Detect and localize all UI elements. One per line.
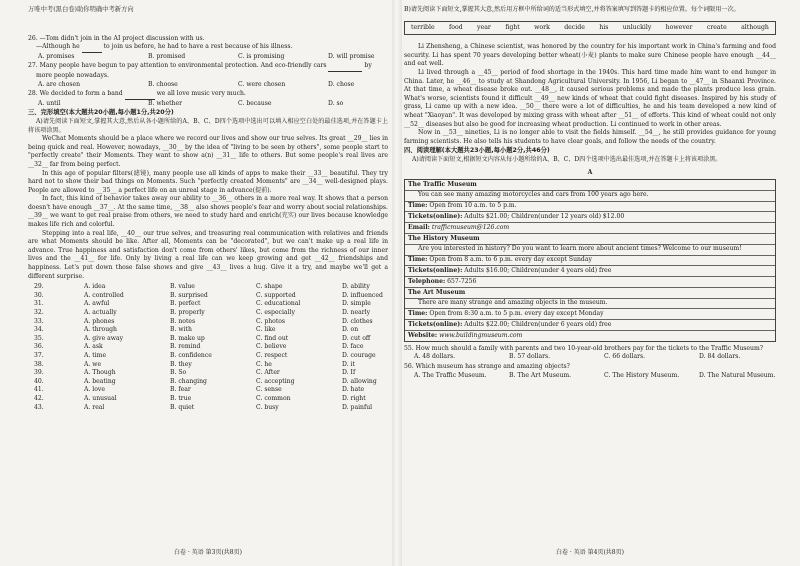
section-heading: 三、完形填空(本大题共20小题,每小题1分,共20分) [28, 109, 174, 117]
option: D. 84 dollars. [699, 353, 741, 361]
option: A. promises [38, 52, 75, 60]
part-a-label: A [587, 168, 593, 176]
option: D. right [342, 394, 366, 402]
option: B. they [170, 360, 192, 368]
museum-table [404, 179, 776, 342]
value: Open from 8 a.m. to 6 p.m. every day except Sunday [429, 256, 592, 264]
option: B. remind [170, 343, 201, 351]
option: A. The Traffic Museum. [414, 371, 487, 379]
option: C. sense [256, 386, 282, 394]
cloze-option-row [28, 395, 388, 404]
option: D. ability [342, 283, 370, 291]
value: Open from 8:30 a.m. to 5 p.m. every day except Monday [429, 310, 604, 318]
q-num: 36. [34, 343, 44, 351]
option: A. real [84, 403, 105, 411]
label: Time: [408, 256, 428, 264]
word-bank-item: decide [564, 23, 585, 31]
option: A. phones [84, 317, 115, 325]
option: C. especially [256, 309, 295, 316]
q-num: 37. [34, 351, 44, 359]
option: B. perfect [170, 300, 201, 308]
word-bank-item: unluckily [622, 23, 652, 31]
option: D. If [342, 369, 356, 377]
option: A. love [84, 386, 105, 394]
cloze-option-row [28, 300, 388, 309]
q-num: 34. [34, 326, 44, 334]
q-num: 30. [34, 291, 44, 299]
q-num: 31. [34, 300, 44, 308]
option: D. courage [342, 351, 376, 359]
option: A. beating [84, 377, 116, 385]
cloze-option-row [28, 343, 388, 352]
option: C. is promising [238, 52, 285, 60]
value: Adults $22.00; Children(under 6 years old) free [464, 320, 612, 328]
section-instructions: A)请先阅读下面短文,掌握其大意,然后从各小题所给的A、B、C、D四个选项中选出可以填入相应空白处的最佳选项,并在答题卡上将该项涂黑。 [28, 117, 388, 134]
option: C. he [256, 360, 272, 368]
cloze-option-row [28, 292, 388, 301]
option: B. whether [148, 99, 182, 107]
value: trafficmuseum@126.com [431, 223, 510, 231]
option: A. give away [84, 334, 124, 342]
option: B. So [170, 369, 187, 377]
passage-b-paragraph-2: Li lived through a __45__ period of food shortage in the 1940s. This hard time made him want to end hunger in China. Later, he __46__ to study at Shandong Agricultural University. In 1956, Li began to __47__ in Shaanxi Province. At that time, a wheat disease broke out. __48__, it caused serious problems and made the plants produce less grain. What's worse, scientists found it difficult __49__ new kinds of wheat that could fight diseases. Inspired by his study of grass, Li came up with a new idea. __50__ there were a lot of difficulties, he and his team developed a new kind of wheat "Xiaoyan". It was developed by mixing grass with wheat after __51__ of efforts. This kind of wheat could not only __52__ diseases but also be good for increasing wheat production. Li continued to work in other areas. [404, 68, 776, 128]
question-55 [404, 345, 776, 362]
option: C. respect [256, 351, 288, 359]
cloze-option-row [28, 352, 388, 361]
q-num: 41. [34, 386, 44, 394]
museum-tickets [405, 212, 775, 223]
option: A. Though [84, 369, 116, 377]
museum-contact [405, 223, 775, 234]
option: C. After [256, 369, 280, 377]
q-text: Which museum has strange and amazing objects? [415, 363, 570, 370]
question-56 [404, 363, 776, 380]
option: D. on [342, 326, 359, 334]
option: C. accepting [256, 377, 295, 385]
option: A. through [84, 326, 117, 334]
option: C. photos [256, 317, 286, 325]
museum-description: There are many strange and amazing objects in the museum. [405, 299, 775, 310]
word-bank-item: create [706, 23, 727, 31]
option: B. confidence [170, 351, 212, 359]
option: C. like [256, 326, 276, 334]
option: D. clothes [342, 317, 373, 325]
option: B. promised [148, 52, 186, 60]
q-text: to join us before, he had to have a rest because of his illness. [103, 43, 293, 51]
page-footer: 白卷 · 英语 第4页(共8页) [556, 549, 624, 557]
option: A. are chosen [38, 80, 81, 88]
cloze-option-row [28, 369, 388, 378]
option: D. chose [328, 80, 355, 88]
option: C. 66 dollars. [604, 353, 646, 361]
q-text: We decided to form a band [39, 90, 123, 98]
option: C. shape [256, 283, 283, 291]
q-text: we all love music very much. [156, 90, 246, 98]
option: B. choose [148, 80, 178, 88]
museum-tickets [405, 320, 775, 331]
option: D. allowing [342, 377, 377, 385]
word-bank-item: work [534, 23, 550, 31]
q-num: 32. [34, 309, 44, 316]
option: B. true [170, 394, 192, 402]
passage-b-paragraph-3: Now in __53__ nineties, Li is no longer able to visit the fields himself. __54__, he still provides guidance for young farming scientists. He also tells his students to have clear goals, and follow the needs of the country. [404, 129, 776, 145]
option: C. were chosen [238, 80, 286, 88]
option: A. until [38, 99, 61, 107]
label: Tickets(online): [408, 213, 463, 221]
section-b-instructions: B)请先阅读下面短文,掌握其大意,然后用方框中所给词的适当形式填空,并将答案填写到答题卡的相应位置。每个词限用一次。 [404, 6, 740, 13]
word-bank-item: year [477, 23, 491, 31]
cloze-option-row [28, 378, 388, 387]
q-text: by [364, 62, 372, 70]
label: Telephone: [408, 277, 446, 285]
q-text: more people nowadays. [36, 71, 109, 79]
q-text: —Tom didn't join in the AI project discussion with us. [39, 34, 205, 42]
label: Time: [408, 202, 428, 210]
cloze-option-row [28, 283, 388, 292]
value: 657-7256 [447, 277, 477, 285]
option: D. face [342, 343, 364, 351]
option: C. supported [256, 291, 296, 299]
label: Tickets(online): [408, 266, 463, 274]
option: C. busy [256, 403, 279, 411]
q-num: 38. [34, 360, 44, 368]
options [28, 53, 388, 62]
cloze-paragraph-4: Stepping into a real life, __40__ our true selves, and treasuring real communication with relatives and friends are what Moments should be like. After all, Moments can be "decorated", but we can't make up a real life in advance. True happiness and satisfaction don't come from others' likes, but come from the richness of our inner lives and the __41__ for life. Only by living a real life can we keep growing and get __42__ friendships and happiness. Let's put down those false shows and give __43__ lives a hug. Give it a try, and maybe we'll get a different surprise. [28, 229, 388, 280]
section-heading: 四、阅读理解(本大题共23小题,每小题2分,共46分) [404, 147, 550, 155]
q-num: 28. [28, 90, 38, 98]
word-bank-item: terrible [411, 23, 435, 31]
options [28, 81, 388, 90]
museum-time [405, 309, 775, 320]
option: B. notes [170, 317, 196, 325]
q-num: 27. [28, 62, 38, 70]
q-text: —Although he [36, 43, 80, 51]
option: D. influenced [342, 291, 383, 299]
museum-time [405, 202, 775, 213]
option: D. it [342, 360, 355, 368]
value: Open from 10 a.m. to 5 p.m. [429, 202, 517, 210]
value: Adults $16.00; Children(under 4 years old) free [464, 266, 612, 274]
word-bank-item: although [741, 23, 769, 31]
options [28, 100, 388, 109]
option: B. value [170, 283, 195, 291]
option: C. find out [256, 334, 289, 342]
option: D. nearly [342, 309, 371, 316]
cloze-paragraph-1: WeChat Moments should be a place where we record our lives and show our true selves. Its great __29__ lies in being quick and real. However, nowadays, __30__ by the idea of "living to be seen by others", some people start to "perfectly create" their Moments. They want to show a(n) __31__ life to others. But some people's real lives are __32__ far from being perfect. [28, 135, 388, 168]
word-bank-item: however [665, 23, 693, 31]
option: A. actually [84, 309, 117, 316]
option: D. The Natural Museum. [699, 371, 776, 379]
q-num: 35. [34, 334, 44, 342]
label: Website: [408, 331, 438, 339]
cloze-paragraph-3: In fact, this kind of behavior takes away our ability to __36__ others in a more real way. It shows that a person doesn't have enough __37__. At the same time, __38__ also shows people's fear and worry about social relationships. __39__ we want to get real praise from others, we need to study hard and enrich(充实) our lives because knowledge makes life rich and colorful. [28, 195, 388, 229]
museum-contact [405, 277, 775, 288]
q-num: 40. [34, 377, 44, 385]
option: A. controlled [84, 291, 124, 299]
cloze-option-row [28, 309, 388, 318]
question-26 [28, 35, 388, 62]
q-num: 43. [34, 403, 44, 411]
page-footer: 白卷 · 英语 第3页(共8页) [174, 549, 242, 557]
options [404, 353, 776, 362]
option: A. ask [84, 343, 103, 351]
option: B. properly [170, 309, 205, 316]
option: B. 57 dollars. [509, 353, 551, 361]
q-text: Many people have begun to pay attention to environmental protection. And eco-friendly cars [39, 62, 327, 70]
word-bank [404, 21, 776, 36]
word-bank-item: his [599, 23, 609, 31]
cloze-option-row [28, 318, 388, 327]
section-instructions: A)请阅读下面短文,根据短文内容从每小题所给的A、B、C、D四个选项中选出最佳选项,并在答题卡上将该项涂黑。 [412, 155, 722, 163]
option: C. The History Museum. [604, 371, 680, 379]
option: A. idea [84, 283, 106, 291]
q-num: 39. [34, 369, 44, 377]
page-header: 万唯中考(黑白卷)助你明确中考新方向 [28, 6, 134, 13]
cloze-option-row [28, 386, 388, 395]
option: B. make up [170, 334, 205, 342]
answer-blank [328, 62, 362, 72]
option: D. hate [342, 386, 365, 394]
q-text: How much should a family with parents and two 10-year-old brothers pay for the tickets to the Traffic Museum? [415, 344, 763, 352]
option: C. believe [256, 343, 287, 351]
word-bank-item: food [449, 23, 463, 31]
question-27 [28, 62, 388, 89]
q-num: 29. [34, 283, 44, 291]
option: B. surprised [170, 291, 208, 299]
q-num: 26. [28, 34, 38, 42]
museum-name: The Traffic Museum [405, 180, 775, 191]
museum-name: The Art Museum [405, 288, 775, 299]
option: D. cut off [342, 334, 371, 342]
cloze-paragraph-2: In this age of popular filters(滤镜), many people use all kinds of apps to make their __33__ beautiful. They try hard not to show their bad things on Moments. Such "perfectly created Moments" are __34__ well-designed plays. People are allowed to __35__ a perfect life on an unreal stage in advance(提前). [28, 169, 388, 194]
cloze-option-row [28, 335, 388, 344]
word-bank-item: fight [505, 23, 520, 31]
option: D. will promise [328, 52, 375, 60]
options [404, 372, 776, 381]
option: A. 48 dollars. [414, 353, 456, 361]
answer-blank [82, 43, 102, 53]
option: D. so [328, 99, 344, 107]
option: A. unusual [84, 394, 117, 402]
museum-description: You can see many amazing motorcycles and cars from 100 years ago here. [405, 191, 775, 202]
question-28 [28, 90, 388, 108]
q-num: 33. [34, 317, 44, 325]
option: B. The Art Museum. [509, 371, 572, 379]
label: Tickets(online): [408, 320, 463, 328]
cloze-option-row [28, 404, 388, 413]
option: C. because [238, 99, 272, 107]
museum-time [405, 256, 775, 267]
option: A. we [84, 360, 102, 368]
option: D. painful [342, 403, 373, 411]
option: D. simple [342, 300, 371, 308]
value: www.buildingmuseum.com [439, 331, 523, 339]
right-page [404, 6, 776, 558]
option: B. fear [170, 386, 191, 394]
passage-b-paragraph-1: Li Zhensheng, a Chinese scientist, was honored by the country for his important work in China's farming and food security. Li has spent 70 years developing better wheat(小麦) plants to make sure Chinese people have enough __44__ and eat well. [404, 43, 776, 68]
q-num: 42. [34, 394, 44, 402]
museum-name: The History Museum [405, 234, 775, 245]
museum-description: Are you interested in history? Do you want to learn more about ancient times? Welcome to our museum! [405, 245, 775, 256]
option: B. with [170, 326, 192, 334]
label: Time: [408, 310, 428, 318]
option: A. time [84, 351, 107, 359]
page-fold [392, 0, 402, 566]
q-num: 55. [404, 344, 414, 352]
cloze-options [28, 283, 388, 412]
answer-blank [125, 90, 155, 100]
q-num: 56. [404, 363, 414, 370]
option: C. educational [256, 300, 301, 308]
museum-contact [405, 331, 775, 341]
label: Email: [408, 223, 430, 231]
cloze-option-row [28, 361, 388, 370]
left-page [28, 6, 388, 558]
value: Adults $21.00; Children(under 12 years old) $12.00 [464, 213, 625, 221]
cloze-option-row [28, 326, 388, 335]
option: B. changing [170, 377, 207, 385]
option: B. quiet [170, 403, 195, 411]
option: C. common [256, 394, 291, 402]
museum-tickets [405, 266, 775, 277]
option: A. awful [84, 300, 110, 308]
